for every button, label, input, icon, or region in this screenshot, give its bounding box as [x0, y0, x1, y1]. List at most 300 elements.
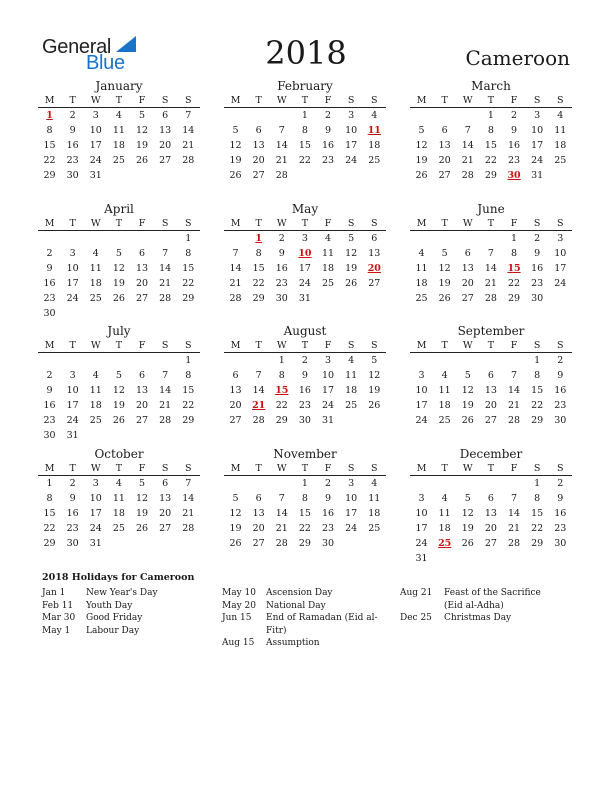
- holiday-date: May 1: [42, 625, 71, 636]
- month-december: [410, 447, 572, 566]
- weekday-label: F: [138, 218, 146, 229]
- day-cell: 19: [229, 523, 242, 534]
- weekday-label: F: [324, 95, 332, 106]
- day-cell: 30: [298, 415, 311, 426]
- weekday-label: M: [44, 218, 55, 229]
- day-cell: 2: [534, 233, 541, 244]
- day-cell: 5: [418, 125, 425, 136]
- day-cell: 23: [66, 155, 79, 166]
- day-cell: 26: [438, 293, 451, 304]
- day-cell: 15: [43, 140, 56, 151]
- weekday-label: S: [533, 218, 541, 229]
- day-cell: 15: [298, 140, 311, 151]
- weekday-label: T: [441, 463, 448, 474]
- day-cell: 28: [508, 538, 521, 549]
- day-cell: 1: [185, 355, 192, 366]
- holiday-day-cell: 11: [367, 125, 381, 136]
- weekday-label: S: [533, 95, 541, 106]
- month-september: [410, 324, 572, 428]
- day-cell: 5: [139, 110, 146, 121]
- day-cell: 2: [325, 478, 332, 489]
- day-cell: 29: [182, 415, 195, 426]
- week-row: [38, 383, 200, 398]
- holiday-item: [42, 600, 217, 613]
- day-cell: 30: [66, 538, 79, 549]
- weekday-label: S: [185, 340, 192, 351]
- empty-day-cell: [177, 168, 200, 183]
- day-cell: 30: [43, 430, 56, 441]
- day-cell: 11: [438, 508, 451, 519]
- weekday-label: S: [185, 463, 192, 474]
- holiday-date: Aug 15: [222, 638, 255, 648]
- empty-day-cell: [131, 306, 154, 321]
- holiday-day-cell: 30: [507, 170, 521, 181]
- holiday-day-cell: 1: [255, 233, 262, 244]
- day-cell: 12: [368, 370, 381, 381]
- weekday-label: M: [416, 95, 427, 106]
- day-cell: 19: [229, 155, 242, 166]
- day-cell: 9: [46, 385, 53, 396]
- holiday-item: [400, 612, 550, 625]
- weekday-label: W: [276, 218, 287, 229]
- day-cell: 7: [162, 370, 169, 381]
- weekday-label: T: [487, 340, 495, 351]
- week-row: [410, 108, 572, 123]
- month-january: [38, 79, 200, 183]
- weekday-label: W: [276, 95, 287, 106]
- day-cell: 19: [415, 155, 428, 166]
- day-cell: 17: [298, 263, 311, 274]
- day-cell: 19: [438, 278, 451, 289]
- day-cell: 20: [252, 155, 265, 166]
- weekday-label: W: [276, 340, 287, 351]
- weekday-label: M: [44, 340, 55, 351]
- day-cell: 23: [554, 523, 567, 534]
- empty-day-cell: [224, 476, 247, 491]
- day-cell: 23: [66, 523, 79, 534]
- weekday-header: [224, 94, 386, 108]
- day-cell: 1: [46, 478, 53, 489]
- holiday-name: Youth Day: [86, 600, 133, 611]
- day-cell: 26: [368, 400, 381, 411]
- week-row: [38, 521, 200, 536]
- weekday-label: S: [185, 218, 192, 229]
- week-row: [410, 168, 572, 183]
- day-cell: 23: [554, 400, 567, 411]
- day-cell: 31: [322, 415, 335, 426]
- week-row: [224, 246, 386, 261]
- empty-day-cell: [317, 291, 340, 306]
- day-cell: 15: [531, 508, 544, 519]
- day-cell: 7: [511, 370, 518, 381]
- day-cell: 10: [554, 248, 567, 259]
- day-cell: 28: [275, 538, 288, 549]
- day-cell: 8: [534, 493, 541, 504]
- day-cell: 21: [182, 508, 195, 519]
- weekday-label: T: [487, 95, 495, 106]
- weekday-header: [410, 462, 572, 476]
- day-cell: 1: [487, 110, 494, 121]
- day-cell: 16: [43, 278, 56, 289]
- day-cell: 31: [89, 170, 102, 181]
- day-cell: 3: [69, 370, 76, 381]
- week-row: [38, 231, 200, 246]
- day-cell: 21: [159, 400, 172, 411]
- day-cell: 4: [418, 248, 425, 259]
- month-name: December: [459, 447, 523, 461]
- week-row: [224, 231, 386, 246]
- day-cell: 24: [415, 415, 428, 426]
- day-cell: 22: [531, 400, 544, 411]
- day-cell: 22: [182, 400, 195, 411]
- holiday-name: Assumption: [266, 638, 320, 648]
- empty-day-cell: [433, 353, 456, 368]
- day-cell: 17: [554, 263, 567, 274]
- day-cell: 6: [487, 370, 494, 381]
- day-cell: 1: [534, 355, 541, 366]
- empty-day-cell: [247, 108, 270, 123]
- day-cell: 18: [438, 400, 451, 411]
- holiday-day-cell: 15: [507, 263, 521, 274]
- day-cell: 30: [66, 170, 79, 181]
- day-cell: 25: [89, 415, 102, 426]
- day-cell: 8: [534, 370, 541, 381]
- day-cell: 18: [415, 278, 428, 289]
- day-cell: 22: [275, 400, 288, 411]
- day-cell: 27: [484, 415, 497, 426]
- empty-day-cell: [224, 108, 247, 123]
- day-cell: 2: [69, 110, 76, 121]
- week-row: [410, 398, 572, 413]
- empty-day-cell: [456, 551, 479, 566]
- day-cell: 16: [322, 508, 335, 519]
- day-cell: 9: [46, 263, 53, 274]
- day-cell: 29: [531, 538, 544, 549]
- day-cell: 8: [46, 493, 53, 504]
- weekday-label: M: [44, 463, 55, 474]
- weekday-label: S: [347, 95, 355, 106]
- day-cell: 28: [182, 523, 195, 534]
- weekday-header: [224, 462, 386, 476]
- holiday-date: May 20: [222, 600, 256, 611]
- week-row: [224, 506, 386, 521]
- day-cell: 19: [112, 400, 125, 411]
- day-cell: 27: [159, 155, 172, 166]
- day-cell: 24: [554, 278, 567, 289]
- day-cell: 5: [232, 125, 239, 136]
- day-cell: 3: [301, 233, 308, 244]
- week-row: [224, 291, 386, 306]
- day-cell: 25: [368, 155, 381, 166]
- weekday-label: W: [90, 95, 101, 106]
- empty-day-cell: [154, 536, 177, 551]
- empty-day-cell: [131, 231, 154, 246]
- empty-day-cell: [61, 231, 84, 246]
- day-cell: 4: [557, 110, 564, 121]
- week-row: [38, 291, 200, 306]
- month-name: August: [283, 324, 327, 338]
- day-cell: 1: [301, 110, 308, 121]
- weekday-header: [38, 339, 200, 353]
- day-cell: 2: [278, 233, 285, 244]
- day-cell: 8: [46, 125, 53, 136]
- holiday-item: [222, 637, 397, 650]
- week-row: [224, 491, 386, 506]
- day-cell: 5: [232, 493, 239, 504]
- day-cell: 29: [43, 538, 56, 549]
- empty-day-cell: [247, 476, 270, 491]
- empty-day-cell: [293, 168, 316, 183]
- day-cell: 10: [66, 385, 79, 396]
- day-cell: 20: [229, 400, 242, 411]
- day-cell: 21: [508, 523, 521, 534]
- day-cell: 10: [89, 125, 102, 136]
- day-cell: 2: [557, 478, 564, 489]
- day-cell: 21: [508, 400, 521, 411]
- empty-day-cell: [177, 428, 200, 443]
- weekday-label: S: [557, 340, 564, 351]
- weekday-label: T: [69, 463, 76, 474]
- day-cell: 28: [182, 155, 195, 166]
- day-cell: 16: [554, 508, 567, 519]
- day-cell: 14: [182, 493, 195, 504]
- day-cell: 30: [554, 415, 567, 426]
- logo-text-blue: Blue: [86, 52, 125, 74]
- week-row: [38, 138, 200, 153]
- holiday-item: [222, 612, 397, 637]
- weekday-label: S: [347, 463, 355, 474]
- day-cell: 7: [464, 125, 471, 136]
- empty-day-cell: [340, 168, 363, 183]
- day-cell: 14: [159, 385, 172, 396]
- empty-day-cell: [131, 428, 154, 443]
- day-cell: 10: [415, 508, 428, 519]
- holiday-item: [42, 625, 217, 638]
- week-row: [38, 428, 200, 443]
- day-cell: 13: [229, 385, 242, 396]
- holiday-name: Feast of the Sacrifice (Eid al-Adha): [444, 588, 541, 611]
- day-cell: 4: [92, 370, 99, 381]
- day-cell: 11: [112, 125, 125, 136]
- day-cell: 3: [69, 248, 76, 259]
- weekday-label: T: [301, 340, 309, 351]
- day-cell: 3: [92, 478, 99, 489]
- day-cell: 26: [136, 155, 149, 166]
- day-cell: 28: [275, 170, 288, 181]
- day-cell: 11: [322, 248, 335, 259]
- day-cell: 31: [298, 293, 311, 304]
- day-cell: 7: [185, 478, 192, 489]
- weekday-label: S: [347, 340, 355, 351]
- day-cell: 25: [89, 293, 102, 304]
- day-cell: 9: [325, 493, 332, 504]
- weekday-label: F: [138, 463, 146, 474]
- week-row: [38, 413, 200, 428]
- day-cell: 4: [371, 478, 378, 489]
- day-cell: 14: [252, 385, 265, 396]
- day-cell: 15: [298, 508, 311, 519]
- month-name: May: [291, 202, 319, 216]
- empty-day-cell: [107, 353, 130, 368]
- day-cell: 21: [275, 155, 288, 166]
- week-row: [38, 306, 200, 321]
- week-row: [410, 491, 572, 506]
- day-cell: 24: [66, 415, 79, 426]
- weekday-label: T: [69, 218, 76, 229]
- weekday-label: S: [557, 463, 564, 474]
- day-cell: 26: [229, 538, 242, 549]
- day-cell: 18: [112, 508, 125, 519]
- empty-day-cell: [84, 306, 107, 321]
- week-row: [410, 123, 572, 138]
- empty-day-cell: [154, 428, 177, 443]
- day-cell: 24: [66, 293, 79, 304]
- empty-day-cell: [549, 168, 572, 183]
- day-cell: 7: [185, 110, 192, 121]
- day-cell: 12: [136, 125, 149, 136]
- weekday-label: S: [347, 218, 355, 229]
- day-cell: 18: [89, 400, 102, 411]
- weekday-label: S: [533, 340, 541, 351]
- holiday-date: Mar 30: [42, 613, 76, 623]
- day-cell: 26: [112, 415, 125, 426]
- day-cell: 3: [325, 355, 332, 366]
- empty-day-cell: [456, 231, 479, 246]
- day-cell: 30: [554, 538, 567, 549]
- day-cell: 23: [43, 293, 56, 304]
- day-cell: 23: [508, 155, 521, 166]
- day-cell: 13: [136, 385, 149, 396]
- week-row: [224, 153, 386, 168]
- day-cell: 25: [322, 278, 335, 289]
- day-cell: 1: [185, 233, 192, 244]
- holiday-date: Jun 15: [222, 613, 252, 623]
- empty-day-cell: [131, 536, 154, 551]
- day-cell: 11: [89, 385, 102, 396]
- weekday-label: W: [462, 95, 473, 106]
- empty-day-cell: [224, 353, 247, 368]
- day-cell: 12: [112, 263, 125, 274]
- day-cell: 27: [438, 170, 451, 181]
- day-cell: 2: [511, 110, 518, 121]
- day-cell: 1: [301, 478, 308, 489]
- day-cell: 13: [159, 125, 172, 136]
- day-cell: 15: [252, 263, 265, 274]
- day-cell: 27: [368, 278, 381, 289]
- day-cell: 7: [278, 125, 285, 136]
- empty-day-cell: [131, 353, 154, 368]
- empty-day-cell: [503, 551, 526, 566]
- month-name: February: [277, 79, 333, 93]
- day-cell: 21: [461, 155, 474, 166]
- day-cell: 2: [69, 478, 76, 489]
- day-cell: 12: [229, 508, 242, 519]
- day-cell: 21: [159, 278, 172, 289]
- empty-day-cell: [107, 231, 130, 246]
- holiday-day-cell: 20: [367, 263, 381, 274]
- empty-day-cell: [154, 306, 177, 321]
- day-cell: 25: [345, 400, 358, 411]
- day-cell: 9: [325, 125, 332, 136]
- day-cell: 29: [531, 415, 544, 426]
- day-cell: 18: [554, 140, 567, 151]
- weekday-label: T: [69, 340, 76, 351]
- week-row: [410, 231, 572, 246]
- logo-triangle-icon: [116, 36, 136, 52]
- weekday-label: T: [487, 218, 495, 229]
- day-cell: 13: [252, 508, 265, 519]
- week-row: [38, 153, 200, 168]
- day-cell: 16: [322, 140, 335, 151]
- day-cell: 9: [511, 125, 518, 136]
- country-name: Cameroon: [465, 46, 570, 70]
- day-cell: 7: [487, 248, 494, 259]
- week-row: [224, 368, 386, 383]
- day-cell: 26: [229, 170, 242, 181]
- weekday-label: S: [161, 218, 169, 229]
- day-cell: 18: [345, 385, 358, 396]
- empty-day-cell: [433, 551, 456, 566]
- day-cell: 6: [441, 125, 448, 136]
- weekday-label: W: [90, 463, 101, 474]
- week-row: [410, 138, 572, 153]
- day-cell: 19: [136, 508, 149, 519]
- day-cell: 19: [112, 278, 125, 289]
- day-cell: 5: [115, 248, 122, 259]
- day-cell: 1: [534, 478, 541, 489]
- empty-day-cell: [38, 231, 61, 246]
- day-cell: 3: [557, 233, 564, 244]
- empty-day-cell: [84, 428, 107, 443]
- day-cell: 13: [252, 140, 265, 151]
- week-row: [410, 521, 572, 536]
- day-cell: 23: [43, 415, 56, 426]
- day-cell: 17: [415, 400, 428, 411]
- day-cell: 1: [511, 233, 518, 244]
- day-cell: 5: [115, 370, 122, 381]
- day-cell: 28: [159, 293, 172, 304]
- empty-day-cell: [363, 413, 386, 428]
- week-row: [410, 476, 572, 491]
- day-cell: 2: [301, 355, 308, 366]
- week-row: [410, 383, 572, 398]
- weekday-label: T: [69, 95, 76, 106]
- empty-day-cell: [549, 551, 572, 566]
- day-cell: 20: [159, 508, 172, 519]
- day-cell: 27: [159, 523, 172, 534]
- weekday-label: S: [371, 95, 378, 106]
- day-cell: 14: [508, 385, 521, 396]
- weekday-label: T: [441, 95, 448, 106]
- day-cell: 20: [136, 278, 149, 289]
- day-cell: 24: [345, 155, 358, 166]
- day-cell: 8: [185, 370, 192, 381]
- day-cell: 3: [348, 478, 355, 489]
- day-cell: 3: [418, 493, 425, 504]
- day-cell: 28: [484, 293, 497, 304]
- holiday-item: [42, 612, 217, 625]
- day-cell: 31: [531, 170, 544, 181]
- day-cell: 16: [554, 385, 567, 396]
- day-cell: 5: [464, 370, 471, 381]
- month-november: [224, 447, 386, 551]
- day-cell: 15: [484, 140, 497, 151]
- empty-day-cell: [107, 168, 130, 183]
- holiday-list: [42, 572, 582, 648]
- day-cell: 24: [531, 155, 544, 166]
- weekday-label: W: [276, 463, 287, 474]
- empty-day-cell: [433, 476, 456, 491]
